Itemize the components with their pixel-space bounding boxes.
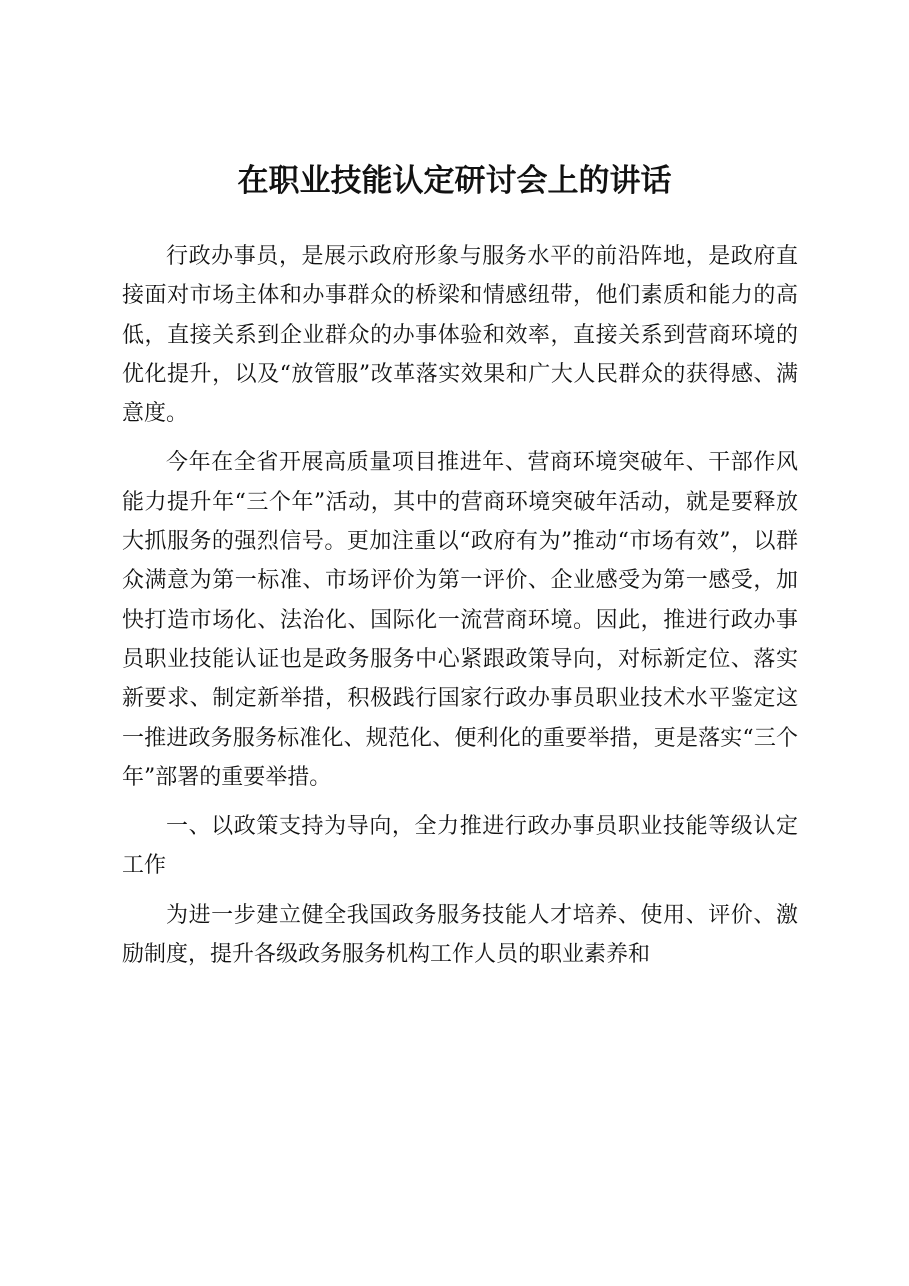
section-heading-1: 一、以政策支持为导向，全力推进行政办事员职业技能等级认定工作 <box>122 814 798 879</box>
paragraph-three-years: 今年在全省开展高质量项目推进年、营商环境突破年、干部作风能力提升年“三个年”活动，其中的营商环境突破年活动，就是要释放大抓服务的强烈信号。更加注重以“政府有为”推动“市场有效”，以群众满意为第一标准、市场评价为第一评价、企业感受为第一感受，加快打造市场化、法治化、国际化一流营商环境。因此，推进行政办事员职业技能认证也是政务服务中心紧跟政策导向，对标新定位、落实新要求、制定新举措，积极践行国家行政办事员职业技术水平鉴定这一推进政务服务标准化、规范化、便利化的重要举措，更是落实“三个年”部署的重要举措。 <box>122 450 798 790</box>
document-title: 在职业技能认定研讨会上的讲话 <box>237 163 672 199</box>
paragraph-section-1: 为进一步建立健全我国政务服务技能人才培养、使用、评价、激励制度，提升各级政务服务机构工作人员的职业素养和 <box>122 902 798 968</box>
document-body <box>122 237 798 984</box>
paragraph-intro: 行政办事员，是展示政府形象与服务水平的前沿阵地，是政府直接面对市场主体和办事群众的桥梁和情感纽带，他们素质和能力的高低，直接关系到企业群众的办事体验和效率，直接关系到营商环境的优化提升，以及“放管服”改革落实效果和广大人民群众的获得感、满意度。 <box>122 244 798 427</box>
